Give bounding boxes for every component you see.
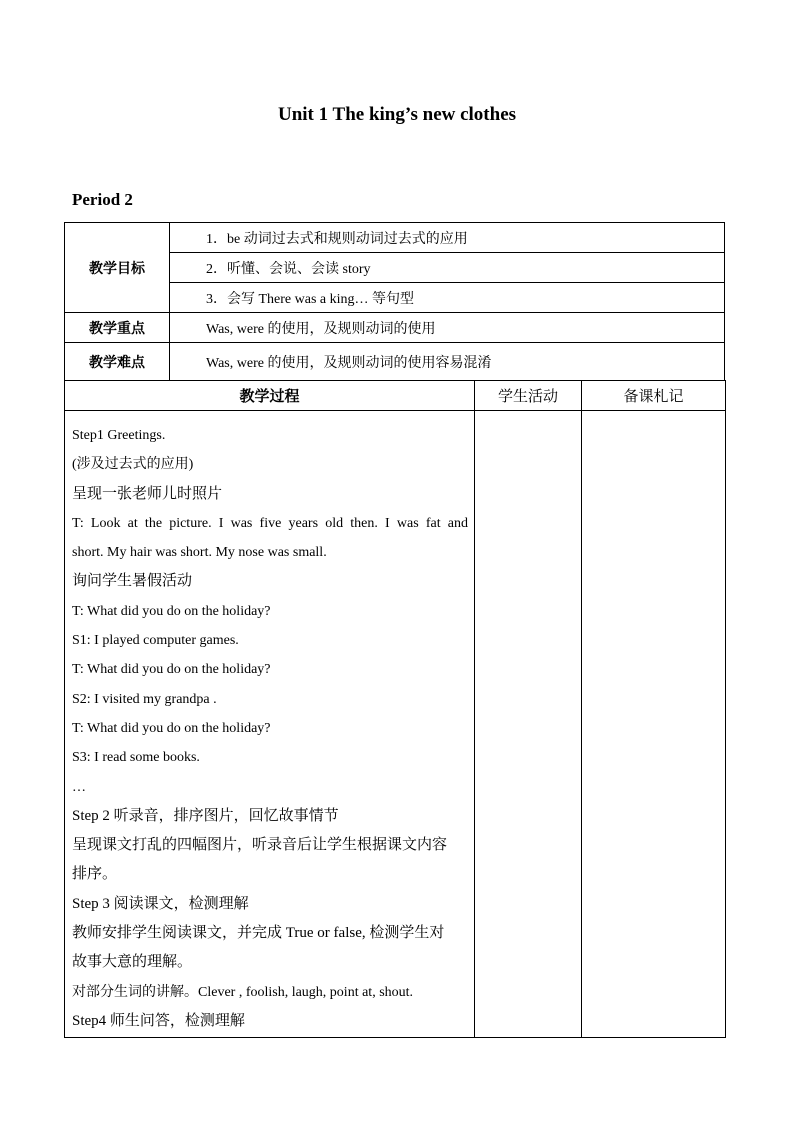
student-activity-cell (475, 411, 582, 1038)
notes-cell (582, 411, 726, 1038)
objective-item: 2．听懂、会说、会读 story (170, 253, 725, 283)
process-line: 呈现一张老师儿时照片 (72, 485, 223, 502)
process-line: S3: I read some books. (72, 750, 200, 766)
process-line: 对部分生词的讲解。Clever , foolish, laugh, point at, shout. (72, 984, 414, 1000)
process-line: Step4 师生问答，检测理解 (72, 1012, 245, 1029)
process-line: T: Look at the picture. I was five years old then. I was fat and (72, 515, 468, 531)
process-line: Step 2 听录音，排序图片，回忆故事情节 (72, 807, 339, 824)
process-line: Step 3 阅读课文，检测理解 (72, 895, 249, 912)
objectives-label: 教学目标 (65, 223, 170, 313)
process-line: S2: I visited my grandpa . (72, 691, 217, 707)
process-line: 故事大意的理解。 (72, 954, 193, 971)
student-activity-header: 学生活动 (475, 381, 582, 411)
difficulties-label: 教学难点 (65, 343, 170, 381)
process-line: (涉及过去式的应用) (72, 457, 194, 473)
difficulties-text: Was, were 的使用，及规则动词的使用容易混淆 (170, 343, 725, 381)
process-line: 教师安排学生阅读课文，并完成 True or false, 检测学生对 (72, 925, 445, 942)
process-table (64, 380, 726, 1038)
notes-header: 备课札记 (582, 381, 726, 411)
document-title: Unit 1 The king’s new clothes (277, 104, 517, 125)
process-line: 呈现课文打乱的四幅图片，听录音后让学生根据课文内容 (72, 837, 448, 854)
process-line: 排序。 (72, 866, 118, 883)
process-line: short. My hair was short. My nose was small. (72, 545, 327, 561)
process-line: Step1 Greetings. (72, 428, 166, 443)
objective-item: 1．be 动词过去式和规则动词过去式的应用 (170, 223, 725, 253)
process-line: T: What did you do on the holiday? (72, 603, 271, 619)
process-header: 教学过程 (65, 381, 475, 411)
process-line: … (72, 779, 86, 795)
key-points-text: Was, were 的使用，及规则动词的使用 (170, 313, 725, 343)
objective-item: 3．会写 There was a king… 等句型 (170, 283, 725, 313)
process-line: S1: I played computer games. (72, 633, 239, 649)
objectives-table (64, 222, 725, 381)
period-heading: Period 2 (72, 190, 133, 209)
key-points-label: 教学重点 (65, 313, 170, 343)
process-line: T: What did you do on the holiday? (72, 720, 271, 736)
process-line: T: What did you do on the holiday? (72, 662, 271, 678)
process-content (65, 411, 475, 1038)
process-line: 询问学生暑假活动 (72, 573, 193, 590)
